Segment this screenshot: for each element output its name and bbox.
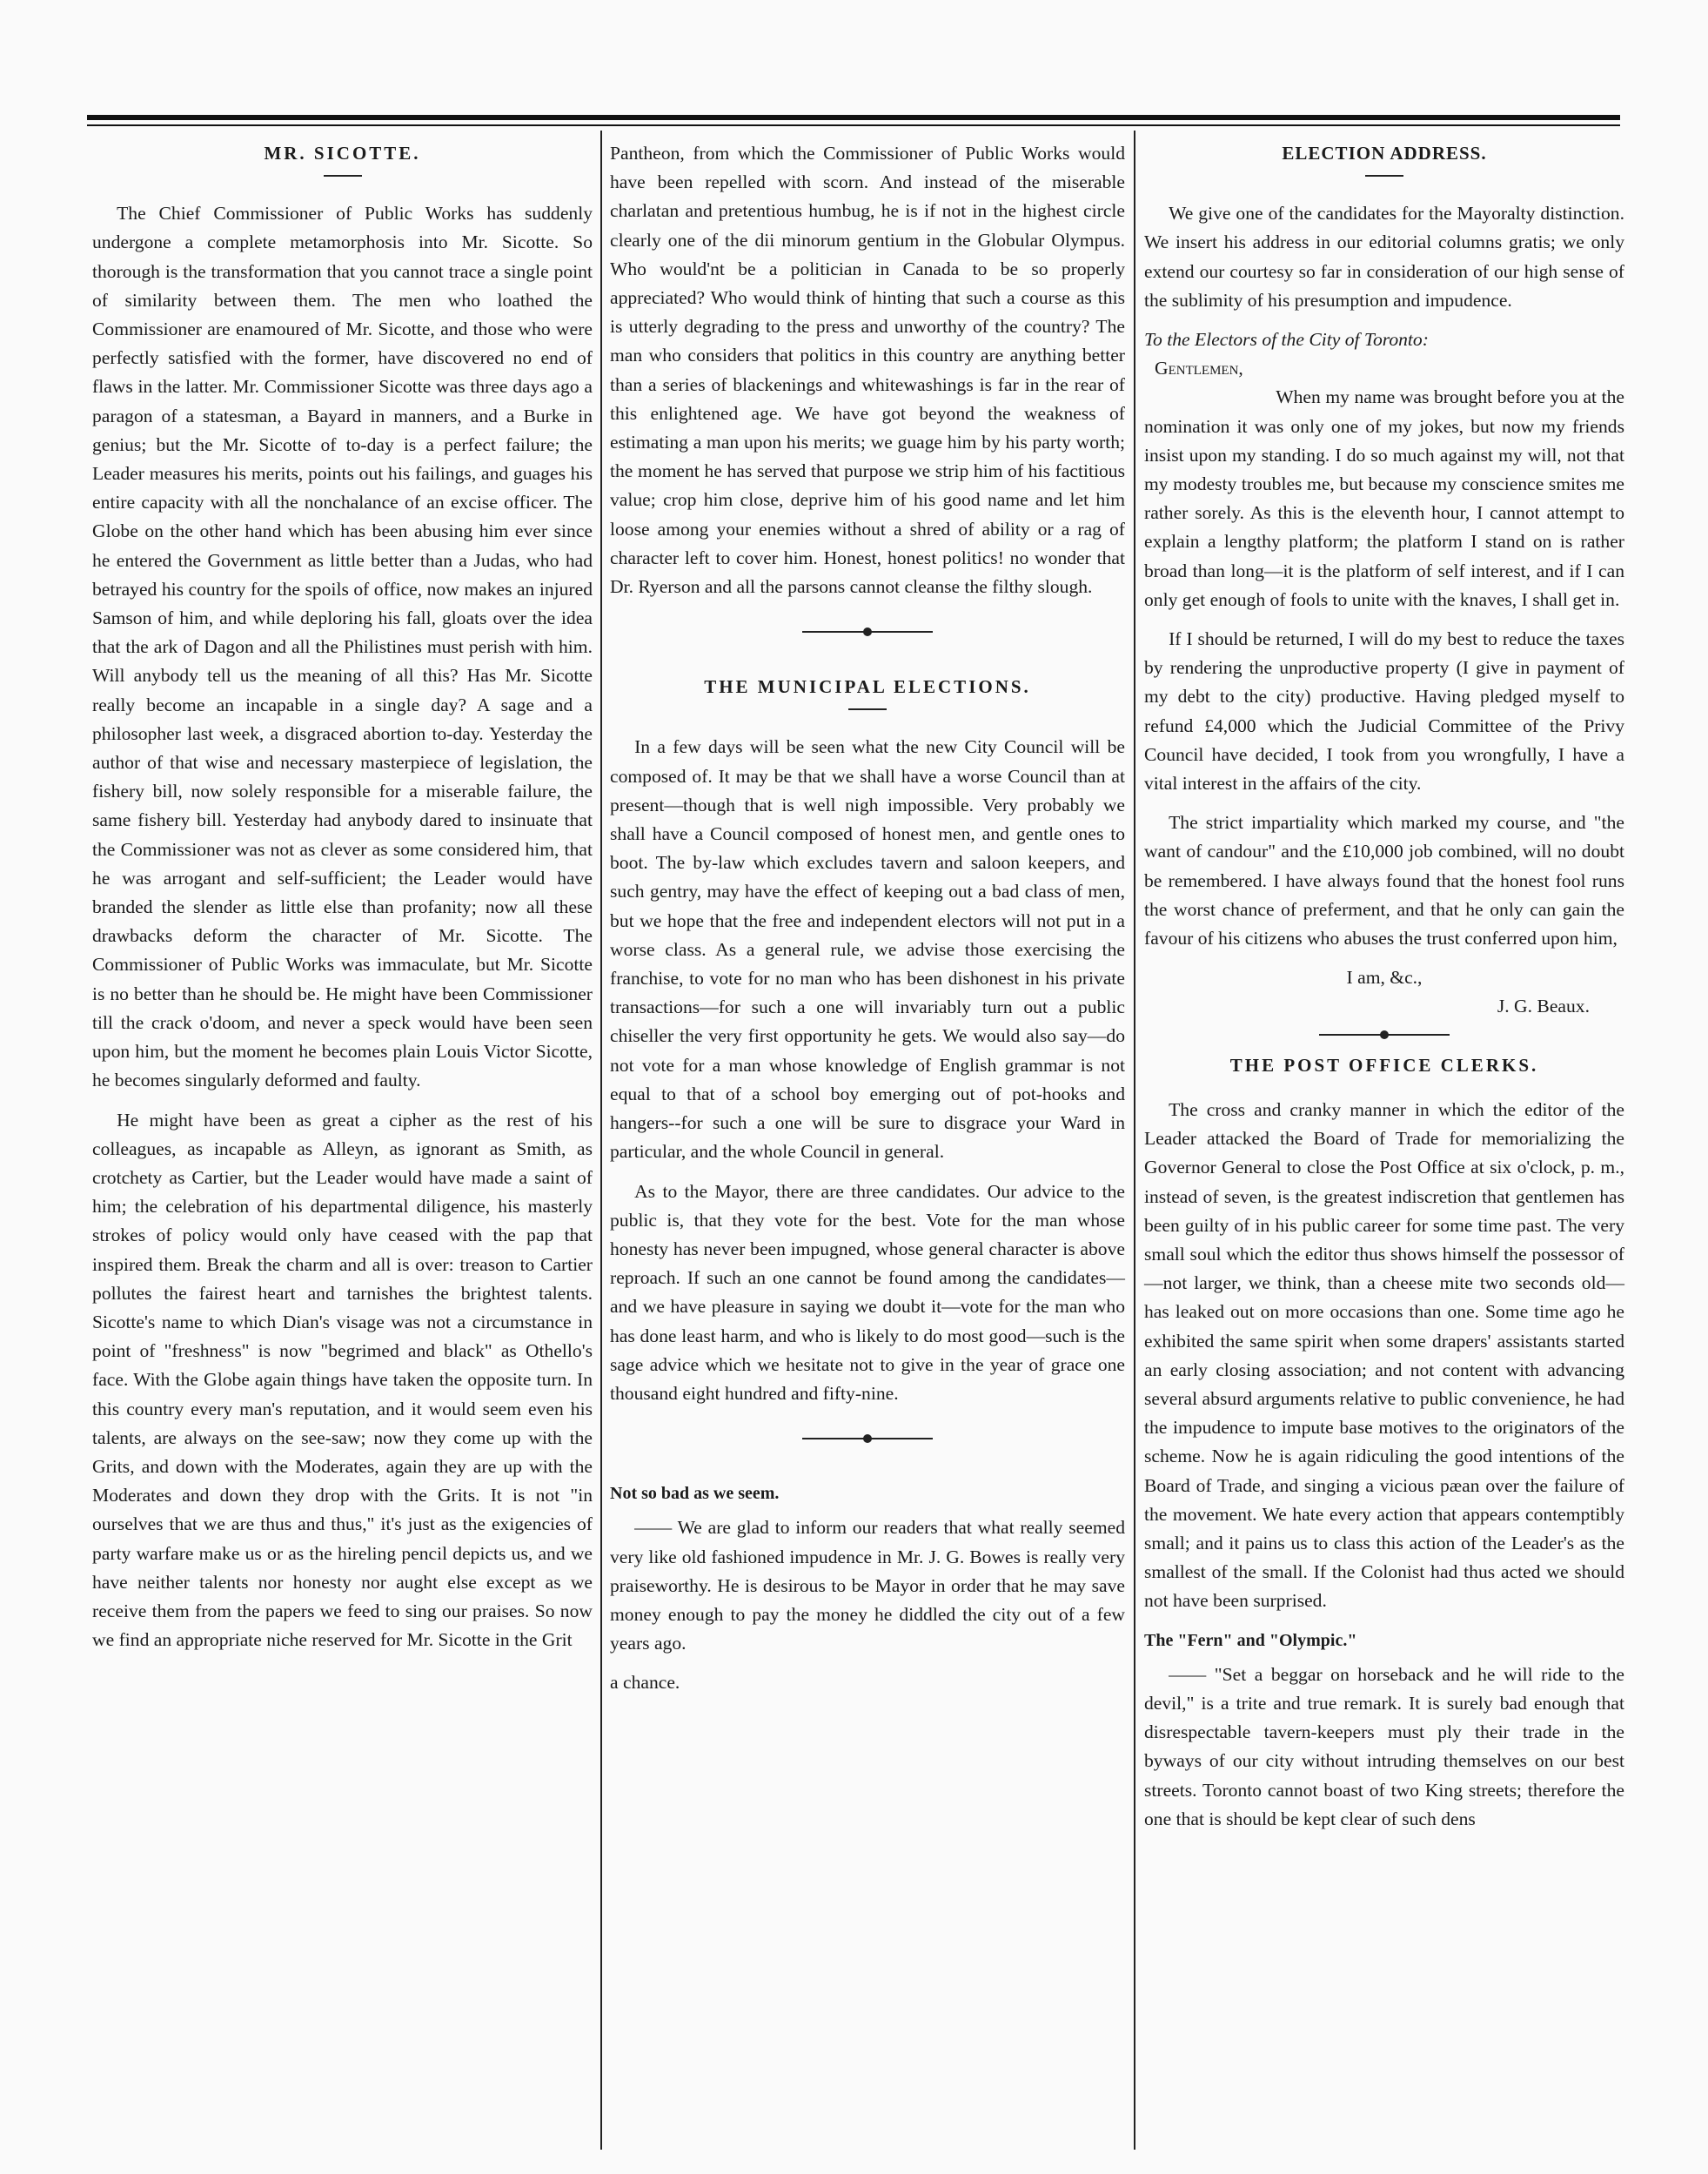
column-3 [1144, 139, 1624, 1844]
article-title-post-office-clerks: THE POST OFFICE CLERKS. [1229, 1054, 1539, 1076]
paragraph: If I should be returned, I will do my best to reduce the taxes by rendering the unproductive property (I give in payment of my debt to the city) productive. Having pledged myself to refund £4,000 which the Judicial Committee of the Privy Council have decided, I took from you wrongfully, I have a vital interest in the affairs of the city. [1144, 628, 1624, 795]
article-title-election-address: ELECTION ADDRESS. [1282, 143, 1487, 164]
column-1 [92, 139, 593, 1665]
paragraph: When my name was brought before you at the nomination it was only one of my jokes, but now my friends insist upon my standing. I do so much against my will, not that my modesty troubles me, but because my conscience smites me rather sorely. As this is the eleventh hour, I cannot attempt to explain a lengthy platform; the platform I stand on is rather broad than long—it is the platform of self interest, and if I can only get enough of fools to unite with the knaves, I shall get in. [1144, 386, 1624, 610]
paragraph: —— "Set a beggar on horseback and he will ride to the devil," is a trite and true remark. It is surely bad enough that disrespectable tavern-keepers must ply their trade in the byways of our city without intruding themselves on our best streets. Toronto cannot boast of two King streets; therefore the one that is should be kept clear of such dens [1144, 1663, 1624, 1829]
subheading-fern-olympic: The "Fern" and "Olympic." [1144, 1630, 1357, 1650]
section-ornament [802, 624, 933, 640]
title-underline [1365, 175, 1403, 177]
column-divider-1 [600, 131, 602, 2150]
paragraph-tail: a chance. [610, 1672, 680, 1694]
section-ornament [802, 1431, 933, 1446]
top-rule [87, 115, 1620, 120]
signature: J. G. Beaux. [1497, 996, 1590, 1017]
paragraph: The Chief Commissioner of Public Works has suddenly undergone a complete metamorphosis into Mr. Sicotte. So thorough is the transformation that you cannot trace a single point of similarity between them. The men who loathed the Commissioner are enamoured of Mr. Sicotte, and those who were perfectly satisfied with the former, have discovered no end of flaws in the latter. Mr. Commissioner Sicotte was three days ago a paragon of a statesman, a Bayard in manners, and a Burke in genius; but the Mr. Sicotte of to-day is a perfect failure; the Leader measures his merits, points out his failings, and guages his entire capacity with all the nonchalance of an excise officer. The Globe on the other hand which has been abusing him ever since he entered the Government as little better than a Judas, who had betrayed his country for the spoils of office, now makes an injured Samson of him, and while deploring his fall, gloats over the idea that the ark of Dagon and all the Philistines must perish with him. Will anybody tell us the meaning of all this? Has Mr. Sicotte really become an incapable in a single day? A sage and a philosopher last week, a disgraced abortion to-day. Yesterday the author of that wise and necessary masterpiece of legislation, the fishery bill, now solely responsible for a miserable failure, the same fishery bill. Yesterday had anybody dared to insinuate that the Commissioner was not as clever as some considered him, that he was arrogant and self-sufficient; the Leader would have branded the slender as little else than profanity; now all these drawbacks deform the character of Mr. Sicotte. The Commissioner of Public Works was immaculate, but Mr. Sicotte is no better than he should be. He might have been Commissioner till the crack o'doom, and never a speck would have been seen upon him, but the moment he becomes plain Louis Victor Sicotte, he becomes singularly deformed and faulty. [92, 203, 593, 1091]
paragraph: He might have been as great a cipher as the rest of his colleagues, as incapable as Alleyn, as ignorant as Smith, as crotchety as Cartier, but the Leader would have made a saint of him; the celebration of his departmental diligence, his masterly strokes of policy would only have ceased with the pap that inspired them. Break the charm and all is over: treason to Cartier pollutes the fairest heart and tarnishes the brightest talents. Sicotte's name to which Dian's visage was not a circumstance in point of "freshness" is now "begrimed and black" as Othello's face. With the Globe again things have taken the opposite turn. In this country every man's reputation, and it would seem even his talents, are always on the see-saw; now they come up with the Grits, and down with the Moderates, again they are up with the Moderates and down they drop with the Grits. It is not "in ourselves that we are thus and thus," it's just as the exigencies of party warfare make us or as the hireling pencil depicts us, and we have neither talents nor honesty nor aught else except as we receive them from the papers we feed to sing our praises. So now we find an appropriate niche reserved for Mr. Sicotte in the Grit [92, 1109, 593, 1651]
salutation: To the Electors of the City of Toronto: [1144, 329, 1429, 351]
paragraph: We give one of the candidates for the Mayoralty distinction. We insert his address in our editorial columns gratis; we only extend our courtesy so far in consideration of our high sense of the sublimity of his presumption and impudence. [1144, 203, 1624, 311]
greeting: Gentlemen, [1155, 358, 1243, 379]
column-2 [610, 139, 1125, 1708]
paragraph: The cross and cranky manner in which the editor of the Leader attacked the Board of Trade for memorializing the Governor General to close the Post Office at six o'clock, p. m., instead of seven, is the greatest indiscretion that gentlemen has been guilty of in his public career for some time past. The very small soul which the editor thus shows himself the possessor of—not larger, we think, than a cheese mite two seconds old—has leaked out on more occasions than one. Some time ago he exhibited the same spirit when some drapers' assistants started an early closing association; and not content with advancing several absurd arguments relative to public convenience, he had the impudence to impute base motives to the originators of the scheme. Now he is again ridiculing the good intentions of the Board of Trade, and singing a vicious pæan over the failure of the movement. We hate every action that appears contemptibly small; and it pains us to class this action of the Leader's as the smallest of the small. If the Colonist had thus acted we should not have been surprised. [1144, 1098, 1624, 1612]
article-title-sicotte: MR. SICOTTE. [264, 143, 421, 164]
article-title-municipal-elections: THE MUNICIPAL ELECTIONS. [704, 676, 1031, 698]
paragraph: In a few days will be seen what the new City Council will be composed of. It may be that we shall have a worse Council than at present—though that is well nigh impossible. Very probably we shall have a Council composed of honest men, and gentle ones to boot. The by-law which excludes tavern and saloon keepers, and such gentry, may have the effect of keeping out a bad class of men, but we hope that the free and independent electors will not put in a worse class. As a general rule, we advise those exercising the franchise, to vote for no man who has been dishonest in his private transactions—for such a one will invariably turn out a public chiseller the very first opportunity he gets. We would also say—do not vote for a man whose knowledge of English grammar is not equal to that of a school boy emerging out of pot-hooks and hangers--for such a one will be sure to disgrace your Ward in particular, and the whole Council in general. [610, 736, 1125, 1163]
paragraph-continued: Pantheon, from which the Commissioner of Public Works would have been repelled with scorn. And instead of the miserable charlatan and pretentious humbug, he is if not in the highest circle clearly one of the dii minorum gentium in the Globular Olympus. Who would'nt be a politician in Canada to be so properly appreciated? Who would think of hinting that such a course as this is utterly degrading to the press and unworthy of the country? The man who considers that politics in this country are anything better than a series of blackenings and whitewashings is far in the rear of this enlightened age. We have got beyond the weakness of estimating a man upon his merits; we guage him by his party worth; the moment he has served that purpose we strip him of his factitious value; crop him close, deprive him of his good name and let him loose among your enemies without a shred of ability or a rag of character left to cover him. Honest, honest politics! no wonder that Dr. Ryerson and all the parsons cannot cleanse the filthy slough. [610, 143, 1125, 598]
column-divider-2 [1134, 131, 1135, 2150]
paragraph: As to the Mayor, there are three candidates. Our advice to the public is, that they vote for the best. Vote for the man whose honesty has never been impugned, whose general character is above reproach. If such an one cannot be found among the candidates—and we have pleasure in saying we doubt it—vote for the man who has done least harm, and who is likely to do most good—such is the sage advice which we hesitate not to give in the year of grace one thousand eight hundred and fifty-nine. [610, 1180, 1125, 1404]
title-underline [324, 175, 362, 177]
title-underline [848, 708, 887, 710]
closing: I am, &c., [1346, 967, 1423, 989]
top-rule-thin [87, 124, 1620, 126]
subheading-not-so-bad: Not so bad as we seem. [610, 1484, 780, 1504]
paragraph: —— We are glad to inform our readers that what really seemed very like old fashioned impudence in Mr. J. G. Bowes is really very praiseworthy. He is desirous to be Mayor in order that he may save money enough to pay the money he diddled the city out of a few years ago. [610, 1517, 1125, 1654]
section-ornament [1319, 1027, 1450, 1043]
paragraph: The strict impartiality which marked my course, and "the want of candour" and the £10,000 job combined, will no doubt be remembered. I have always found that the honest fool runs the worst chance of preferment, and that he only can gain the favour of his citizens who abuses the trust conferred upon him, [1144, 812, 1624, 949]
